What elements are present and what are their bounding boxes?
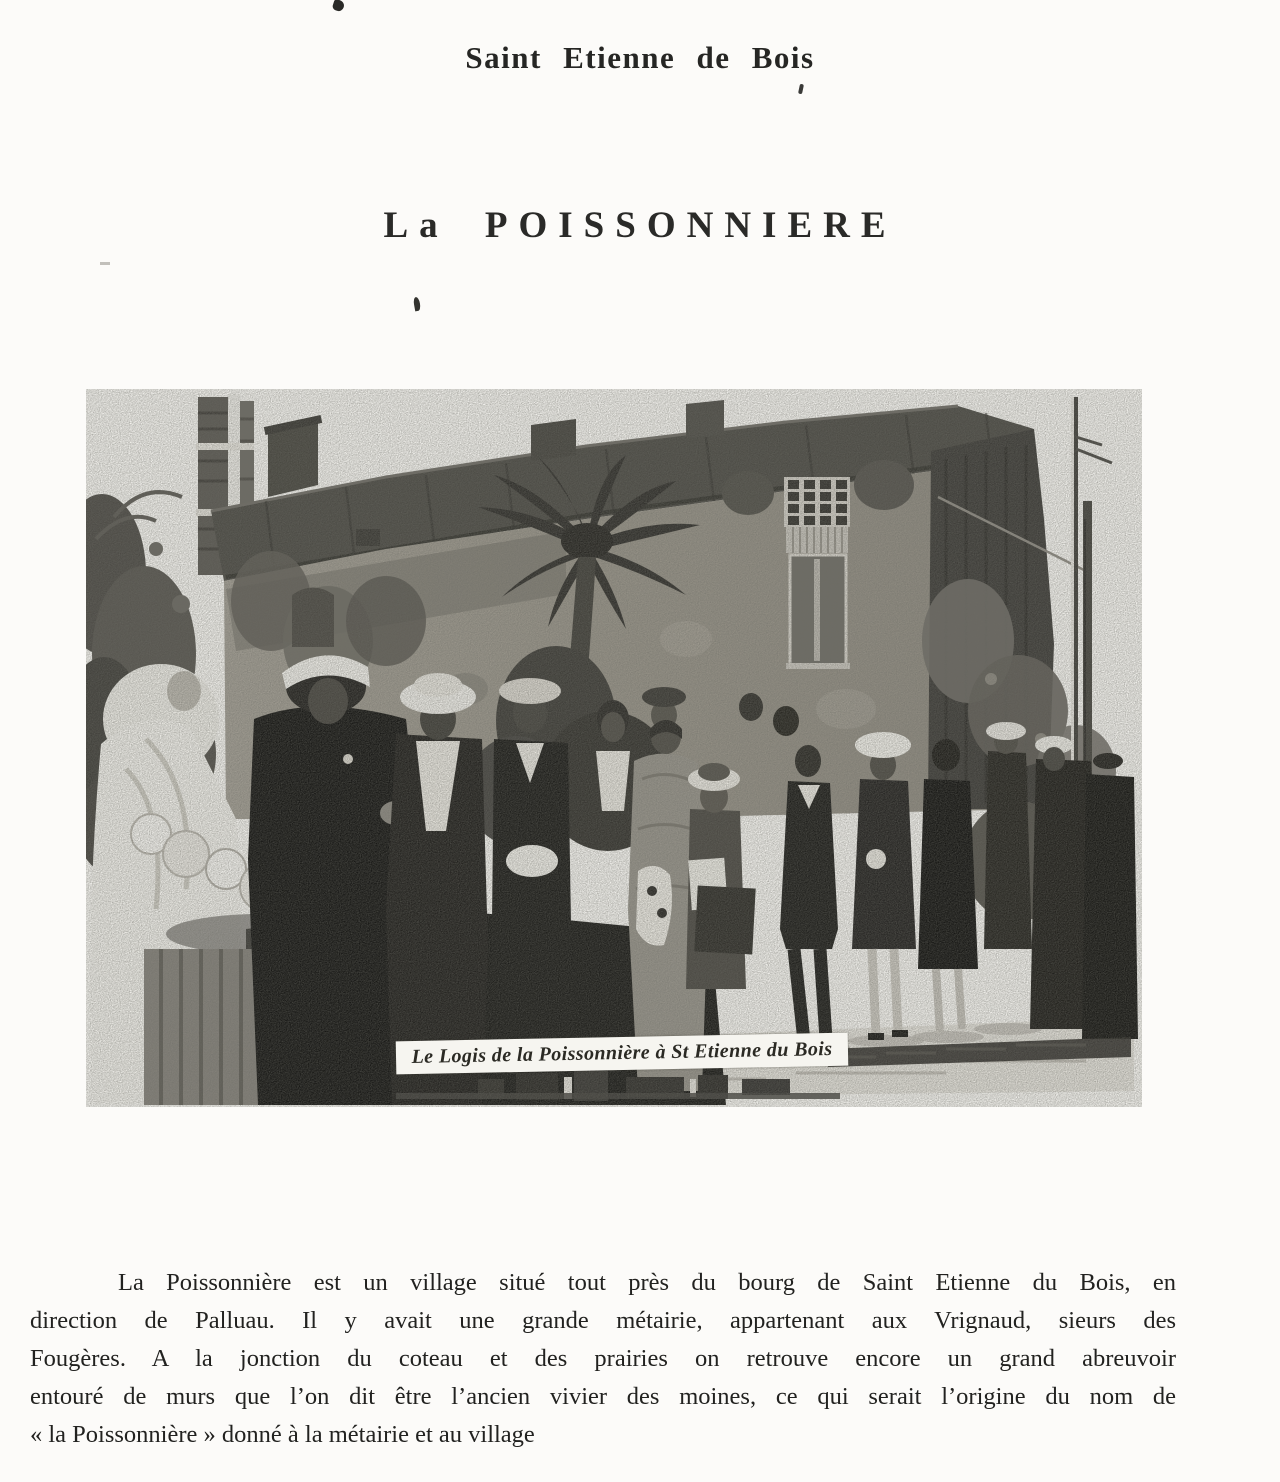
photo-illustration	[86, 389, 1142, 1107]
paragraph-line: « la Poissonnière » donné à la métairie et au village	[30, 1421, 535, 1448]
scan-artifact	[332, 0, 346, 12]
photo-caption: Le Logis de la Poissonnière à St Etienne du Bois	[396, 1033, 849, 1075]
paragraph-line: entouré de murs que l’on dit être l’ancien vivier des moines, ce qui serait l’origine du nom de	[30, 1383, 1176, 1410]
body-paragraph	[30, 1264, 1176, 1454]
paragraph-line: direction de Palluau. Il y avait une grande métairie, appartenant aux Vrignaud, sieurs des	[30, 1307, 1176, 1334]
scan-artifact	[798, 84, 804, 95]
photo-figure	[86, 389, 1142, 1107]
paragraph-line: Fougères. A la jonction du coteau et des prairies on retrouve encore un grand abreuvoir	[30, 1345, 1176, 1372]
scan-artifact	[100, 262, 110, 265]
scan-artifact	[413, 297, 421, 312]
page-title: La POISSONNIERE	[383, 205, 897, 246]
paragraph-line: La Poissonnière est un village situé tout près du bourg de Saint Etienne du Bois, en	[118, 1269, 1176, 1296]
grain-overlay	[86, 389, 1142, 1107]
page-header: Saint Etienne de Bois	[465, 40, 815, 75]
